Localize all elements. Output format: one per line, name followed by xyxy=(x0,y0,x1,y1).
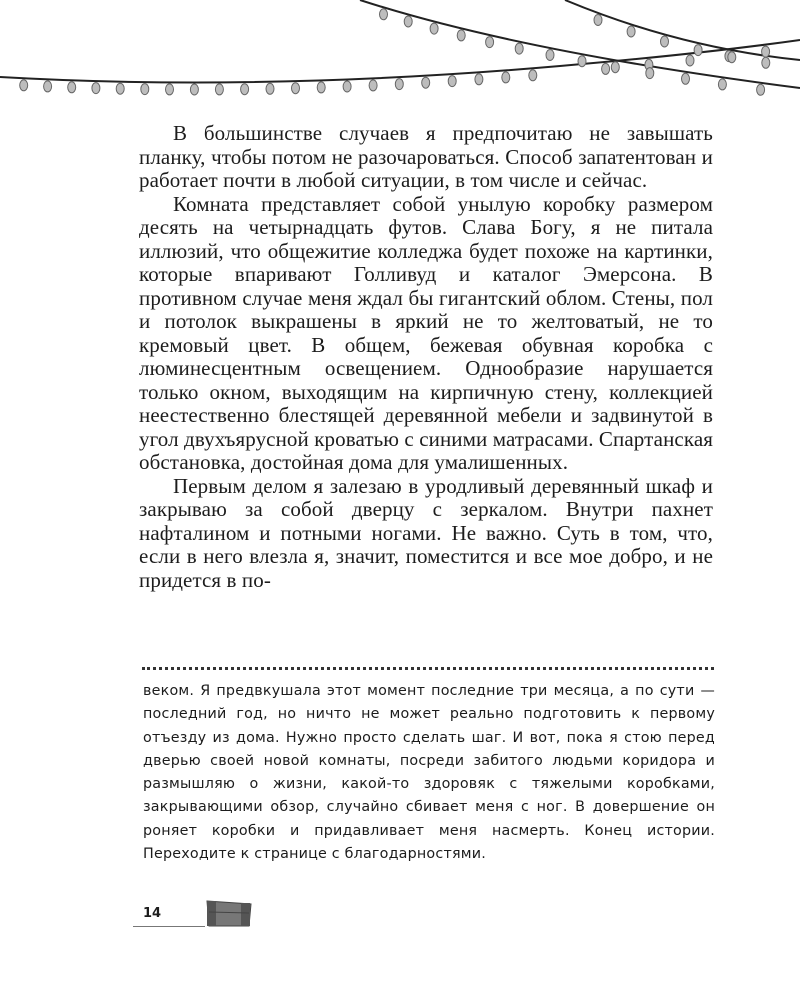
string-lights-garland xyxy=(0,0,800,120)
light-bulb xyxy=(646,68,654,79)
light-bulb xyxy=(475,74,483,85)
main-text-body xyxy=(139,122,713,592)
light-bulb xyxy=(718,79,726,90)
footnote-divider xyxy=(142,667,714,670)
footer-line xyxy=(133,926,205,927)
paragraph: Комната представляет собой унылую коробку размером десять на четырнадцать футов. Слава Богу, я не питала иллюзий, что общежитие колледжа будет похоже на картинки, которые впаривают Голливуд и каталог Эмерсона. В противном случае меня ждал бы гигантский облом. Стены, пол и потолок выкрашены в яркий не то желтоватый, не то кремовый цвет. В общем, бежевая обувная коробка с люминесцентным освещением. Однообразие нарушается только окном, выходящим на кирпичную стену, коллекцией неестественно блестящей деревянной мебели и задвинутой в угол двухъярусной кроватью с синими матрасами. Спартанская обстановка, достойная дома для умалишенных. xyxy=(139,191,713,474)
light-bulb xyxy=(515,43,523,54)
light-bulb xyxy=(190,84,198,95)
light-bulb xyxy=(529,70,537,81)
light-bulb xyxy=(68,82,76,93)
light-bulb xyxy=(141,84,149,95)
light-bulb xyxy=(762,57,770,68)
light-bulb xyxy=(762,46,770,57)
light-bulb xyxy=(611,62,619,73)
light-bulb xyxy=(369,80,377,91)
light-bulb xyxy=(502,72,510,83)
light-bulb xyxy=(594,15,602,26)
light-bulb xyxy=(241,84,249,95)
light-bulb xyxy=(116,83,124,94)
light-bulb xyxy=(92,83,100,94)
light-bulb xyxy=(627,26,635,37)
light-bulb xyxy=(578,56,586,67)
light-bulb xyxy=(430,23,438,34)
light-bulb xyxy=(20,80,28,91)
light-bulb xyxy=(215,84,223,95)
light-bulb xyxy=(380,9,388,20)
light-bulb xyxy=(661,36,669,47)
light-bulb xyxy=(343,81,351,92)
light-bulb xyxy=(395,79,403,90)
light-bulb xyxy=(457,30,465,41)
footnote-text: веком. Я предвкушала этот момент последние три месяца, а по сути — последний год, но ничто не может реально подготовить к первому отъезду из дома. Нужно просто сделать шаг. И вот, пока я стою перед дверью своей новой комнаты, посреди забитого людьми коридора и размышляю о жизни, какой-то здоровяк с тяжелыми коробками, закрывающими обзор, случайно сбивает меня с ног. В довершение он роняет коробки и придавливает меня насмерть. Конец истории. Переходите к странице с благодарностями. xyxy=(143,683,715,863)
light-bulb xyxy=(292,83,300,94)
light-bulb xyxy=(166,84,174,95)
paragraph: Первым делом я залезаю в уродливый деревянный шкаф и закрываю за собой дверцу с зеркалом. Внутри пахнет нафталином и потными ногами. Не важно. Суть в том, что, если в него влезла я, значит, поместится и все мое добро, и не придется в по- xyxy=(139,473,713,592)
light-bulb xyxy=(728,52,736,63)
trunk-icon xyxy=(203,898,255,930)
light-bulb xyxy=(404,16,412,27)
light-bulb xyxy=(317,82,325,93)
light-bulb xyxy=(682,73,690,84)
light-bulb xyxy=(694,45,702,56)
light-bulb xyxy=(422,77,430,88)
light-bulb xyxy=(757,84,765,95)
light-bulb xyxy=(686,55,694,66)
page-number: 14 xyxy=(143,906,162,921)
light-bulb xyxy=(486,37,494,48)
light-bulb xyxy=(602,63,610,74)
light-bulb xyxy=(266,83,274,94)
page-footer xyxy=(133,898,263,938)
paragraph: В большинстве случаев я предпочитаю не завышать планку, чтобы потом не разочароваться. Способ запатентован и работает почти в любой ситуации, в том числе и сейчас. xyxy=(139,121,713,192)
light-bulb xyxy=(44,81,52,92)
light-bulb xyxy=(546,50,554,61)
footnote xyxy=(143,680,715,866)
light-bulb xyxy=(448,76,456,87)
